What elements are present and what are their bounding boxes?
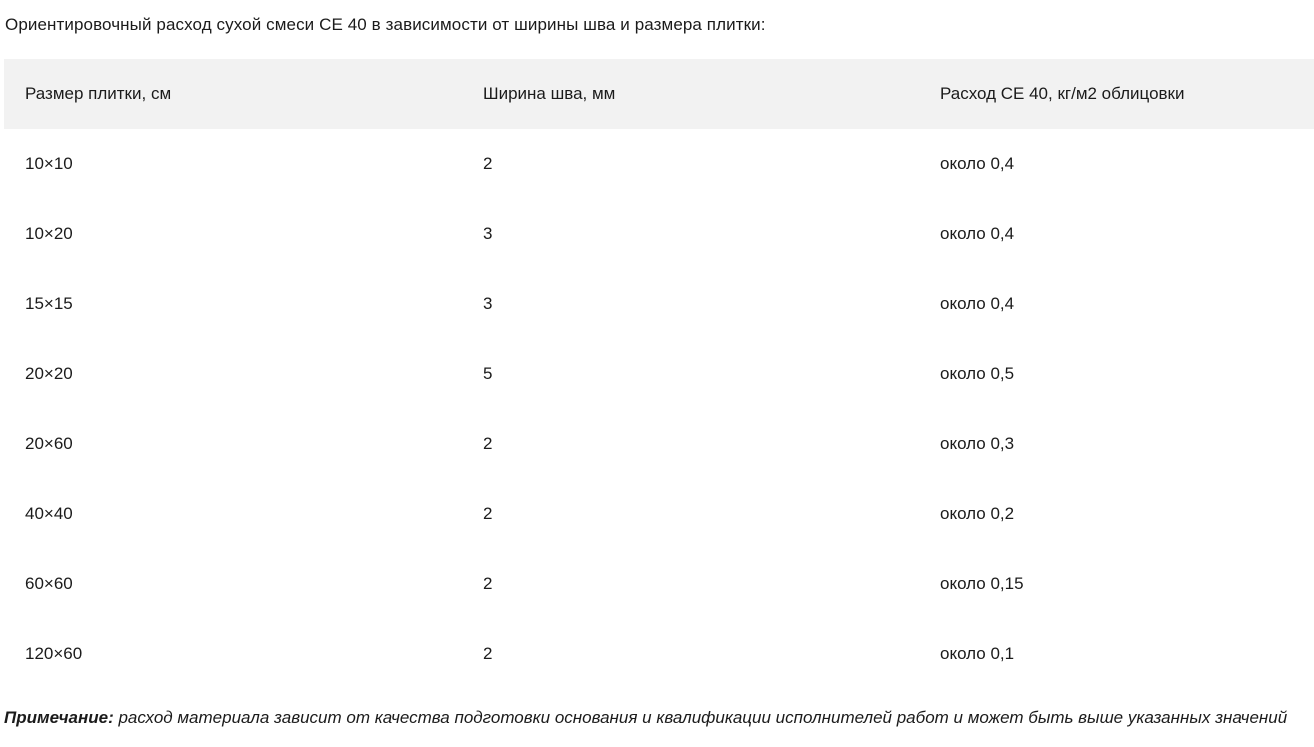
cell-tile-size: 10×10 [25,154,73,173]
cell-consumption: около 0,1 [940,644,1015,663]
cell-tile-size: 40×40 [25,504,73,523]
table-row [4,339,1314,409]
table-row [4,619,1314,689]
cell-consumption: около 0,4 [940,224,1015,243]
note-label: Примечание: [4,708,114,727]
table-header [4,59,1314,129]
cell-tile-size: 20×20 [25,364,73,383]
table-row [4,129,1314,199]
cell-joint-width: 2 [483,504,493,523]
cell-tile-size: 15×15 [25,294,73,313]
cell-consumption: около 0,4 [940,294,1015,313]
header-joint-width: Ширина шва, мм [483,84,616,103]
table-row [4,409,1314,479]
cell-consumption: около 0,4 [940,154,1015,173]
cell-tile-size: 20×60 [25,434,73,453]
consumption-table [4,59,1314,689]
cell-tile-size: 120×60 [25,644,83,663]
cell-tile-size: 60×60 [25,574,73,593]
cell-joint-width: 3 [483,294,493,313]
cell-joint-width: 2 [483,154,493,173]
header-consumption: Расход CE 40, кг/м2 облицовки [940,84,1185,103]
note [4,706,1287,730]
cell-joint-width: 2 [483,644,493,663]
cell-consumption: около 0,2 [940,504,1015,523]
table-row [4,199,1314,269]
table-row [4,479,1314,549]
cell-consumption: около 0,5 [940,364,1015,383]
cell-consumption: около 0,15 [940,574,1024,593]
cell-consumption: около 0,3 [940,434,1015,453]
cell-joint-width: 2 [483,434,493,453]
note-text: расход материала зависит от качества подготовки основания и квалификации исполнителей работ и может быть выше указанных значений [113,708,1288,727]
header-tile-size: Размер плитки, см [25,84,172,103]
cell-tile-size: 10×20 [25,224,73,243]
intro-text: Ориентировочный расход сухой смеси CE 40 в зависимости от ширины шва и размера плитки: [5,15,766,34]
cell-joint-width: 3 [483,224,493,243]
cell-joint-width: 5 [483,364,493,383]
table-row [4,549,1314,619]
table-row [4,269,1314,339]
cell-joint-width: 2 [483,574,493,593]
